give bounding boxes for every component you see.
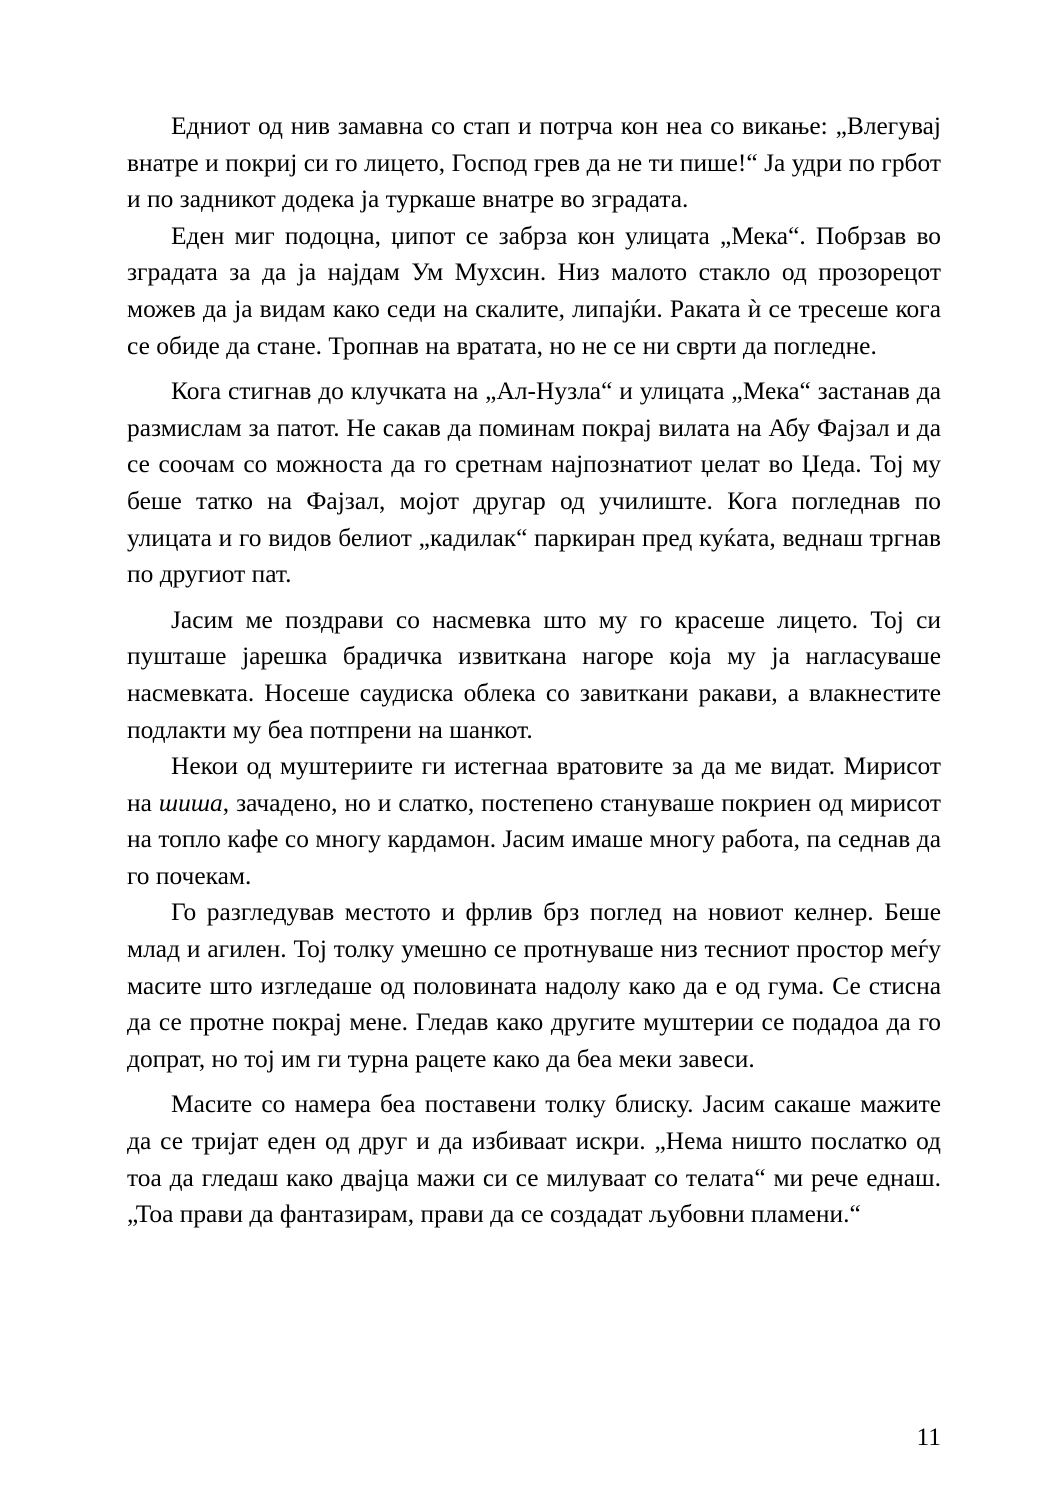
paragraph-1: Едниот од нив замавна со стап и потрча кон неа со викање: „Влегувај внатре и покриј си го лицето, Господ грев да не ти пише!“ Ја удри по грбот и по задникот додека ја туркаше внатре во зградата. — [127, 112, 941, 214]
body-text-block — [127, 108, 941, 1233]
paragraph-5-emphasis-shisha: шиша — [158, 788, 223, 817]
paragraph-5 — [127, 748, 941, 894]
paragraph-4: Јасим ме поздрави со насмевка што му го красеше лицето. Тој си пушташе јарешка брадичка извиткана нагоре која му ја нагласуваше насмевката. Носеше саудиска облека со завиткани ракави, а влакнестите подлакти му беа потпрени на шанкот. — [127, 605, 941, 744]
paragraph-7: Масите со намера беа поставени толку блиску. Јасим сакаше мажите да се тријат еден од друг и да избиваат искри. „Нема ништо послатко од тоа да гледаш како двајца мажи си се милуваат со телата“ ми рече еднаш. „Тоа прави да фантазирам, прави да се создадат љубовни пламени.“ — [127, 1090, 941, 1229]
page-number: 11 — [916, 1422, 941, 1451]
paragraph-5-run-1: Некои од муштериите ги истегнаа вратовите за да ме видат. Мирисот на — [127, 752, 941, 817]
paragraph-2: Еден миг подоцна, џипот се забрза кон улицата „Мека“. Побрзав во зградата за да ја најдам Ум Мухсин. Низ малото стакло од прозорецот можев да ја видам како седи на скалите, липајќи. Раката ѝ се тресеше кога се обиде да стане. Тропнав на вратата, но не се ни сврти да погледне. — [127, 221, 941, 360]
paragraph-6: Го разгледував местото и фрлив брз поглед на новиот келнер. Беше млад и агилен. Тој толку умешно се протнуваше низ тесниот простор меѓу масите што изгледаше од половината надолу како да е од гума. Се стисна да се протне покрај мене. Гледав како другите муштерии се подадоа да го допрат, но тој им ги турна рацете како да беа меки завеси. — [127, 898, 941, 1073]
paragraph-5-run-3: , зачадено, но и слатко, постепено стануваше покриен од мирисот на топло кафе со многу кардамон. Јасим имаше многу работа, па седнав да го почекам. — [127, 788, 941, 890]
paragraph-3: Кога стигнав до клучката на „Ал-Нузла“ и улицата „Мека“ застанав да размислам за патот. Не сакав да поминам покрај вилата на Абу Фајзал и да се соочам со можноста да го сретнам најпознатиот џелат во Џеда. Тој му беше татко на Фајзал, мојот другар од училиште. Кога погледнав по улицата и го видов белиот „кадилак“ паркиран пред куќата, веднаш тргнав по другиот пат. — [127, 377, 941, 589]
